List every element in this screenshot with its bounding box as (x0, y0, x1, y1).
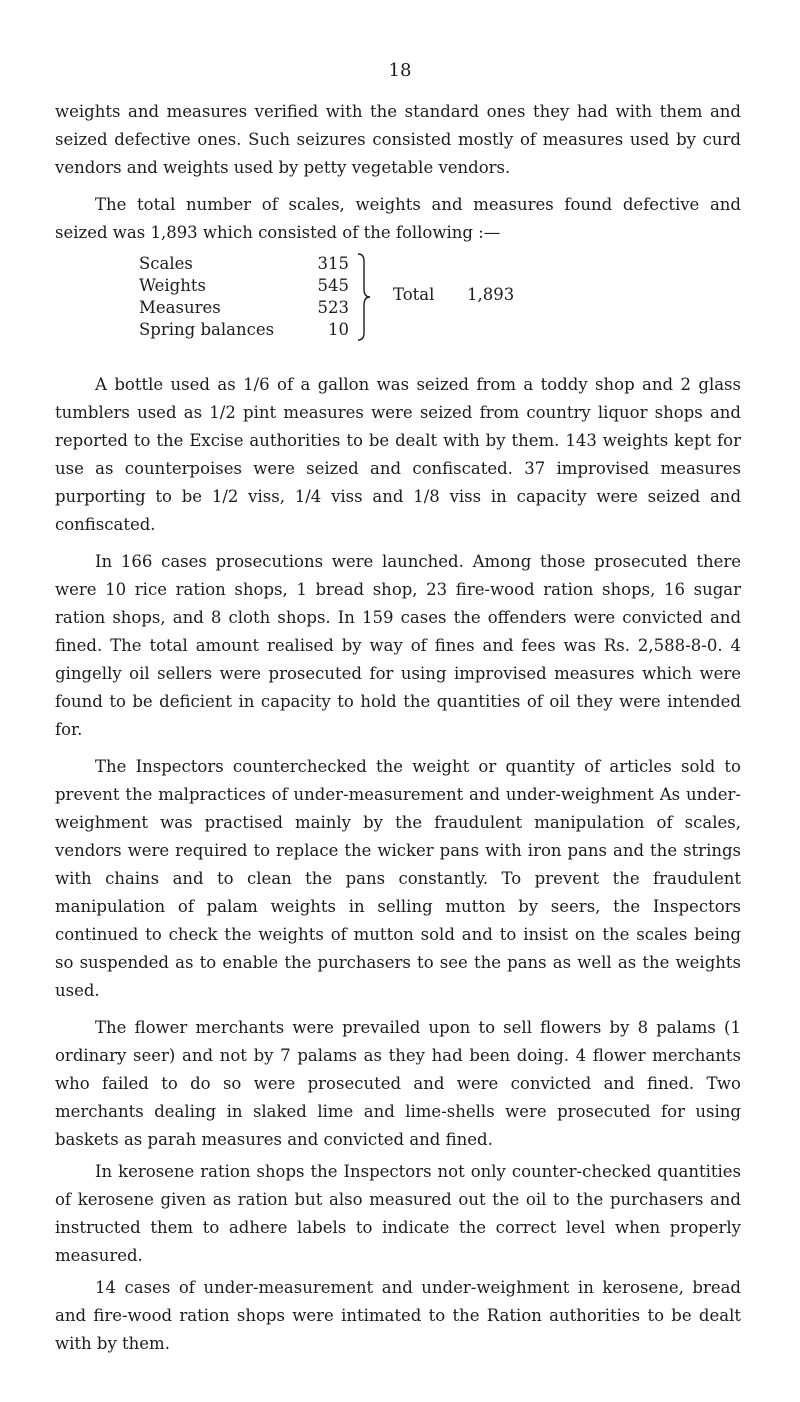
tally-row-measures (139, 297, 349, 319)
document-body (55, 98, 741, 1358)
tally-label: Spring balances (139, 320, 275, 339)
tally-row-scales (139, 253, 349, 275)
total-value: 1,893 (467, 285, 515, 304)
tally-value: 315 (317, 254, 349, 273)
tally-label: Weights (139, 276, 206, 295)
tally-value: 545 (317, 276, 349, 295)
page-number: 18 (388, 60, 412, 81)
paragraph-6: The flower merchants were prevailed upon to sell flowers by 8 palams (1 ordinary seer) and not by 7 palams as they had been doing. 4 flower merchants who failed to do so were prosecuted and were convicted and fined. Two merchants dealing in slaked lime and lime-shells were prosecuted for using baskets as parah measures and convicted and fined. (55, 1018, 741, 1149)
paragraph-5: The Inspectors counterchecked the weight or quantity of articles sold to prevent the malpractices of under-measurement and under-weighment As under-weighment was practised mainly by the fraudulent manipulation of scales, vendors were required to replace the wicker pans with iron pans and the strings with chains and to clean the pans constantly. To prevent the fraudulent manipulation of palam weights in selling mutton by seers, the Inspectors continued to check the weights of mutton sold and to insist on the scales being so suspended as to enable the purchasers to see the pans as well as the weights used. (55, 757, 741, 1000)
paragraph-4: In 166 cases prosecutions were launched. Among those prosecuted there were 10 rice ration shops, 1 bread shop, 23 fire-wood ration shops, 16 sugar ration shops, and 8 cloth shops. In 159 cases the offenders were convicted and fined. The total amount realised by way of fines and fees was Rs. 2,588-8-0. 4 gingelly oil sellers were prosecuted for using improvised measures which were found to be deficient in capacity to hold the quantities of oil they were intended for. (55, 552, 741, 739)
paragraph-7: In kerosene ration shops the Inspectors not only counter-checked quantities of kerosene given as ration but also measured out the oil to the purchasers and instructed them to adhere labels to indicate the correct level when properly measured. (55, 1162, 741, 1265)
tally-label: Measures (139, 298, 221, 317)
tally-row-weights (139, 275, 349, 297)
tally-value: 523 (317, 298, 349, 317)
defective-items-tally (55, 249, 741, 367)
tally-value: 10 (328, 320, 349, 339)
tally-label: Scales (139, 254, 193, 273)
paragraph-1: weights and measures verified with the standard ones they had with them and seized defective ones. Such seizures consisted mostly of measures used by curd vendors and weights used by petty vegetable vendors. (55, 102, 741, 177)
total-label: Total (393, 285, 435, 304)
curly-brace-icon (357, 253, 371, 341)
paragraph-2: The total number of scales, weights and measures found defective and seized was 1,893 which consisted of the following :— (55, 195, 741, 242)
tally-row-spring-balances (139, 319, 349, 341)
paragraph-3: A bottle used as 1/6 of a gallon was seized from a toddy shop and 2 glass tumblers used as 1/2 pint measures were seized from country liquor shops and reported to the Excise authorities to be dealt with by them. 143 weights kept for use as counterpoises were seized and confiscated. 37 improvised measures purporting to be 1/2 viss, 1/4 viss and 1/8 viss in capacity were seized and confiscated. (55, 375, 741, 534)
paragraph-8: 14 cases of under-measurement and under-weighment in kerosene, bread and fire-wood ration shops were intimated to the Ration authorities to be dealt with by them. (55, 1278, 741, 1353)
